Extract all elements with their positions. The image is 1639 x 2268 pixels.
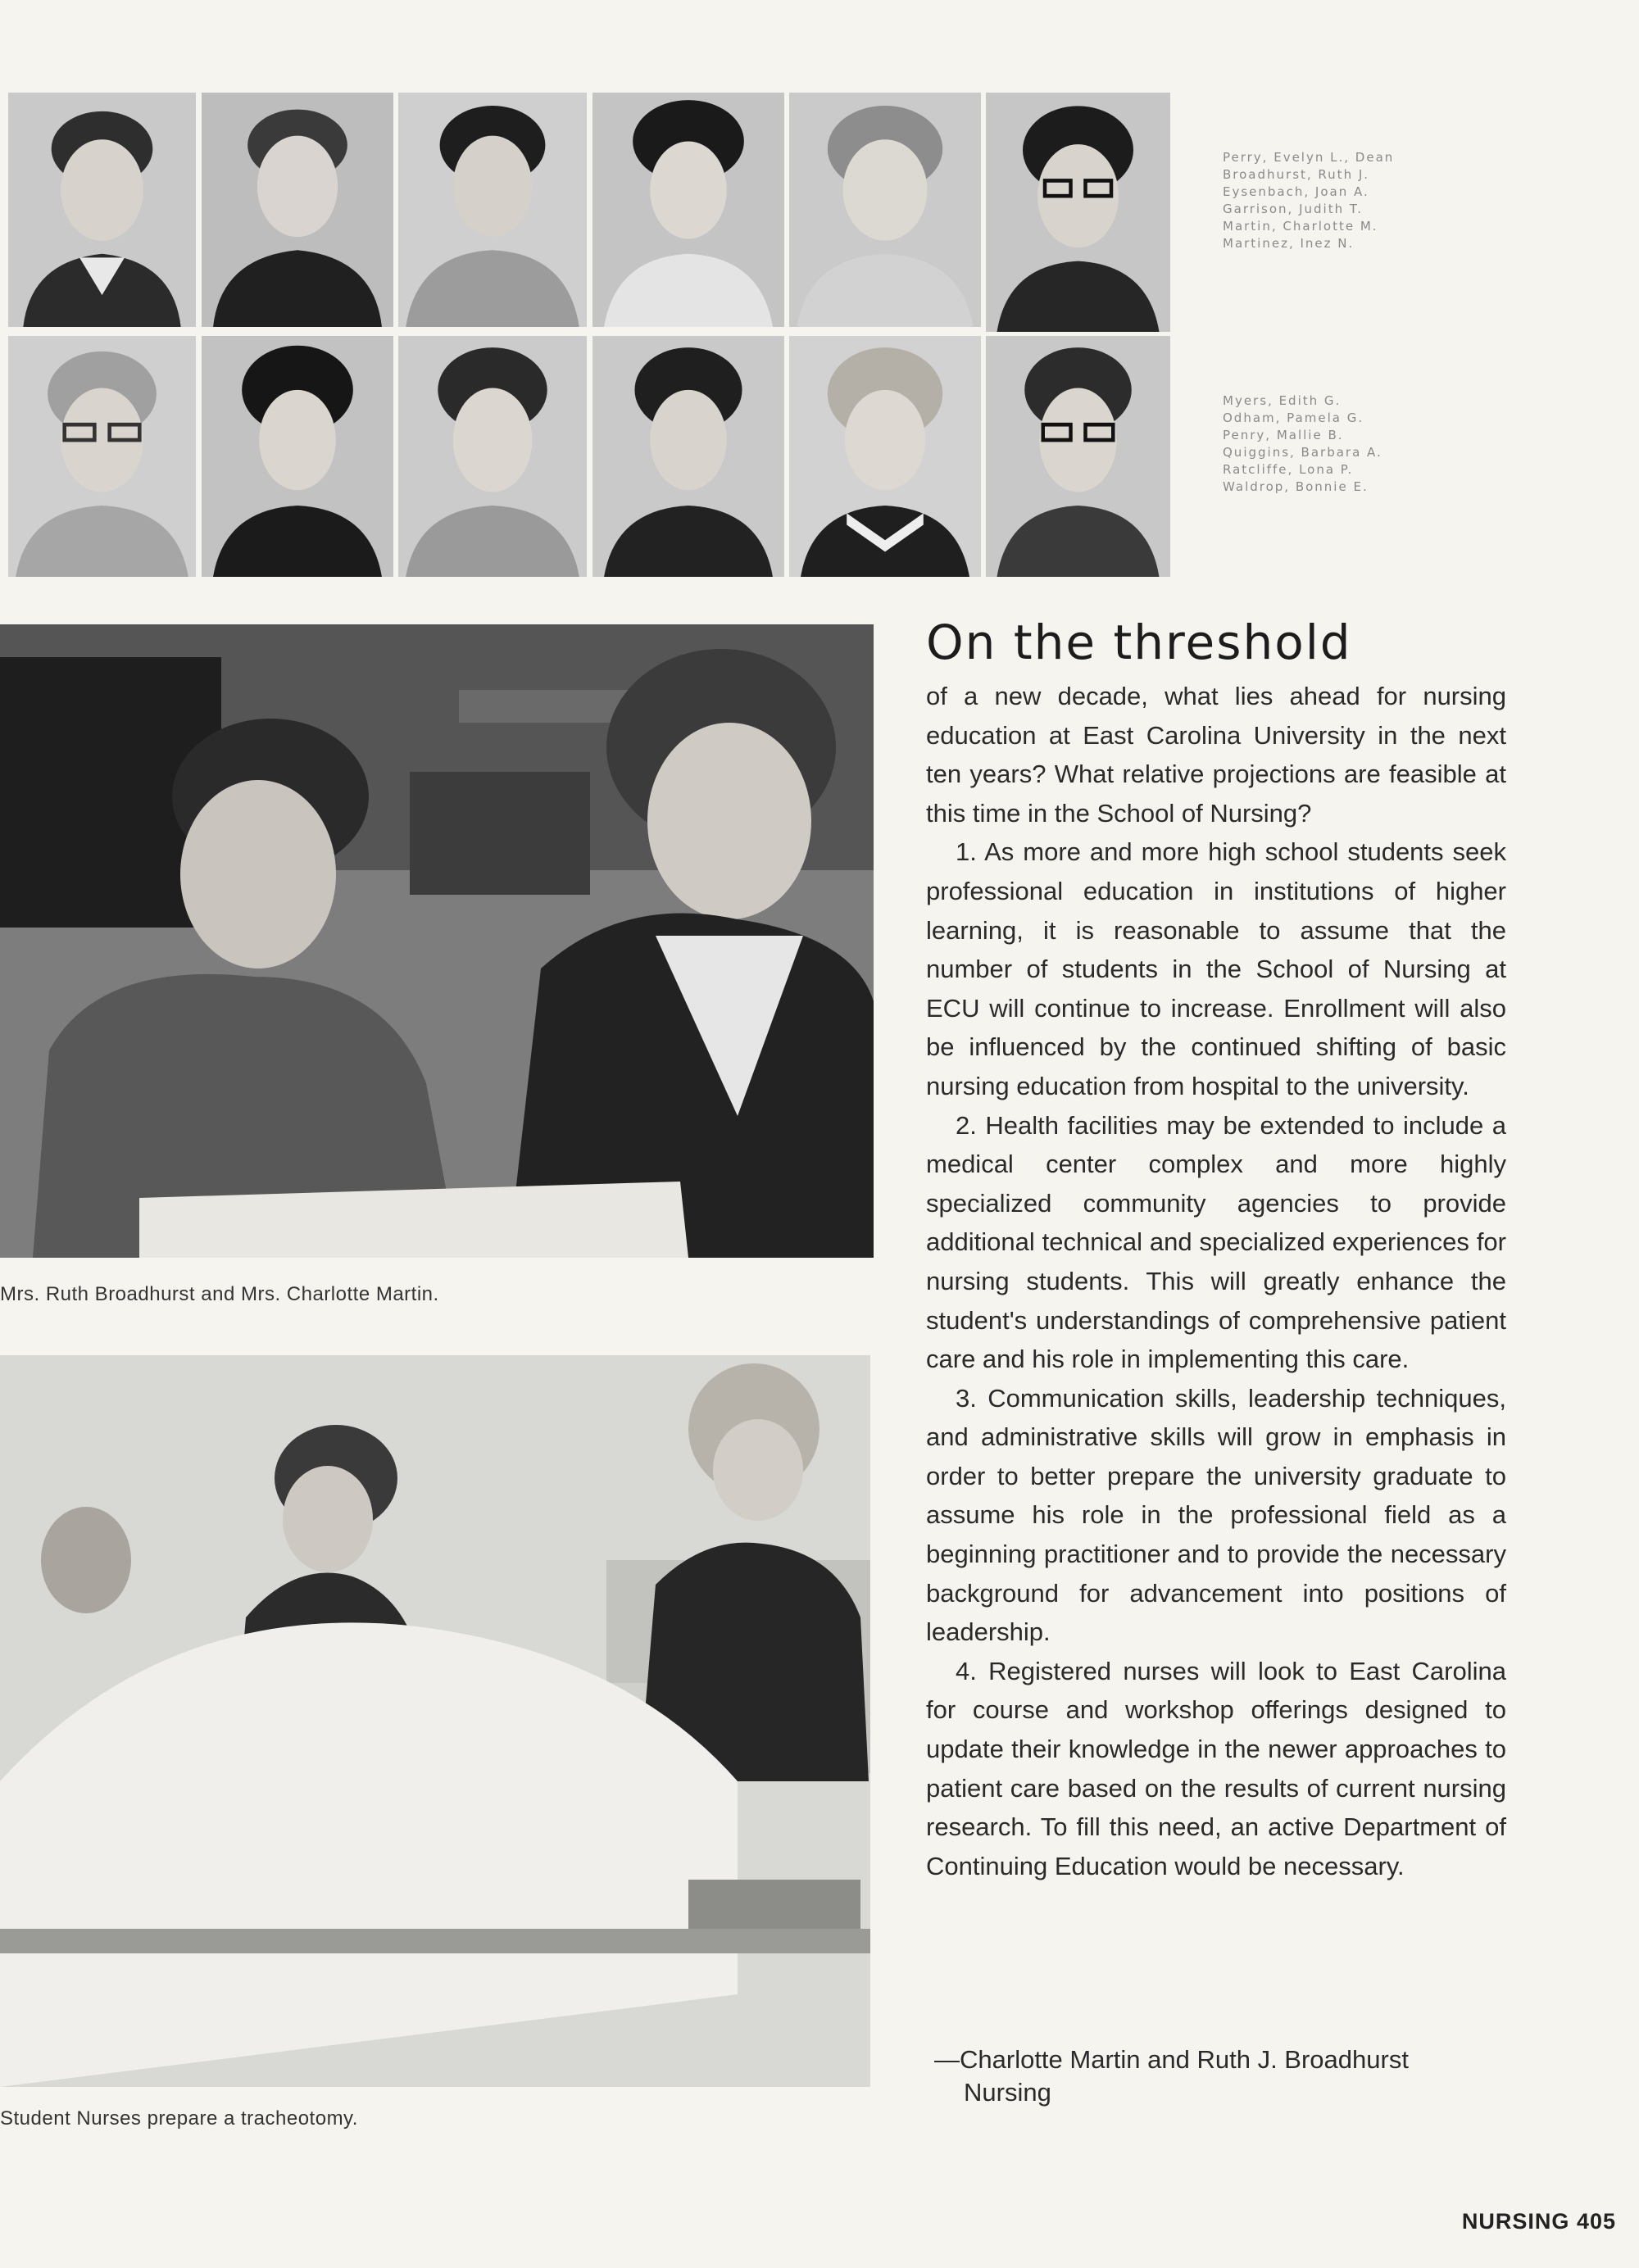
portrait [202, 93, 393, 327]
portrait [592, 93, 784, 327]
article-body [926, 677, 1506, 1885]
photo2-caption: Student Nurses prepare a tracheotomy. [0, 2107, 358, 2130]
photo1-caption: Mrs. Ruth Broadhurst and Mrs. Charlotte Martin. [0, 1283, 439, 1305]
bottom-row-name-list [1223, 392, 1460, 496]
signature-authors: —Charlotte Martin and Ruth J. Broadhurst [934, 2045, 1409, 2074]
portrait [398, 336, 587, 577]
top-row-name-list [1223, 149, 1460, 252]
faculty-name: Martin, Charlotte M. [1223, 219, 1378, 234]
faculty-name: Myers, Edith G. [1223, 393, 1342, 408]
footer-section: NURSING [1461, 2209, 1570, 2234]
faculty-name: Quiggins, Barbara A. [1223, 445, 1382, 460]
article-paragraph: 4. Registered nurses will look to East Carolina for course and workshop offerings designed to update their knowledge in the newer approaches to patient care based on the results of current nursing research. To fill this need, an active Department of Continuing Education would be necessary. [926, 1656, 1506, 1880]
faculty-name: Penry, Mallie B. [1223, 428, 1344, 442]
photo-broadhurst-martin [0, 624, 874, 1258]
portrait [592, 336, 784, 577]
portrait [986, 336, 1170, 577]
faculty-name: Martinez, Inez N. [1223, 236, 1355, 251]
signature-department: Nursing [964, 2078, 1051, 2107]
faculty-name: Garrison, Judith T. [1223, 202, 1364, 216]
portrait [986, 93, 1170, 332]
article-paragraph: 1. As more and more high school students seek professional education in institutions of higher learning, it is reasonable to assume that the number of students in the School of Nursing at ECU will continue to increase. Enrollment will also be influenced by the continued shifting of basic nursing education from hospital to the university. [926, 837, 1506, 1100]
faculty-name: Broadhurst, Ruth J. [1223, 167, 1370, 182]
article-paragraph: 2. Health facilities may be extended to include a medical center complex and more highly specialized community agencies to provide additional technical and specialized experiences for nursing students. This will greatly enhance the student's understandings of comprehensive patient care and his role in implementing this care. [926, 1110, 1506, 1374]
portrait [789, 93, 981, 327]
article-signature [934, 2043, 1409, 2109]
faculty-name: Eysenbach, Joan A. [1223, 184, 1369, 199]
faculty-name: Waldrop, Bonnie E. [1223, 479, 1369, 494]
portrait [789, 336, 981, 577]
page-number: 405 [1576, 2209, 1616, 2234]
portrait [8, 336, 196, 577]
portrait [398, 93, 587, 327]
portrait [202, 336, 393, 577]
article-title: On the threshold [926, 615, 1352, 670]
faculty-name: Perry, Evelyn L., Dean [1223, 150, 1395, 165]
article-paragraph: 3. Communication skills, leadership techniques, and administrative skills will grow in emphasis in order to better prepare the university graduate to assume his role in the professional field as a beginning practitioner and to provide the necessary background for advancement into positions of leadership. [926, 1383, 1506, 1647]
page-footer [1462, 2209, 1616, 2234]
faculty-name: Ratcliffe, Lona P. [1223, 462, 1354, 477]
article-paragraph: of a new decade, what lies ahead for nursing education at East Carolina University in the next ten years? What relative projections are feasible at this time in the School of Nursing? [926, 682, 1506, 828]
photo-student-nurses [0, 1355, 870, 2087]
portrait [8, 93, 196, 327]
faculty-name: Odham, Pamela G. [1223, 411, 1364, 425]
